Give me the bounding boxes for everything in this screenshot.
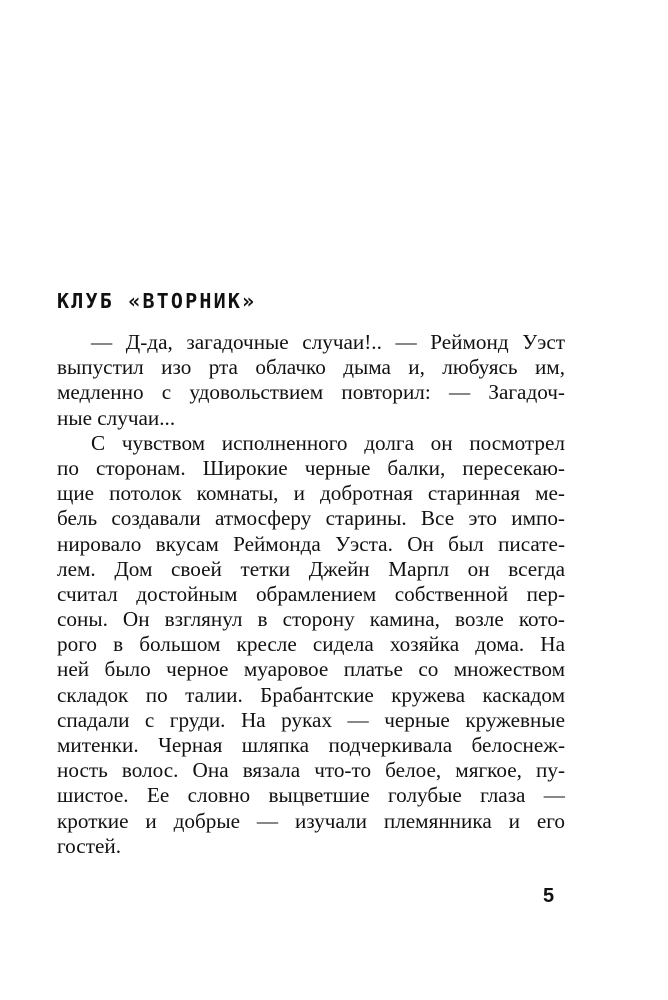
- text-line: по сторонам. Широкие черные балки, пересекаю-: [57, 455, 565, 480]
- page-number: 5: [543, 885, 555, 907]
- body-text: [57, 330, 565, 859]
- text-line: складок по талии. Брабантские кружева каскадом: [57, 682, 565, 707]
- text-line: С чувством исполненного долга он посмотрел: [91, 430, 565, 455]
- text-line: выпустил изо рта облачко дыма и, любуясь им,: [57, 355, 565, 380]
- text-line: ные случаи...: [57, 405, 176, 430]
- text-line: митенки. Черная шляпка подчеркивала белоснеж-: [57, 733, 565, 757]
- text-line: нировало вкусам Реймонда Уэста. Он был писате-: [57, 531, 565, 556]
- text-line: щие потолок комнаты, и добротная старинная ме-: [57, 481, 565, 506]
- text-line: рого в большом кресле сидела хозяйка дома. На: [57, 632, 565, 657]
- text-line: считал достойным обрамлением собственной пер-: [57, 581, 565, 606]
- text-line: — Д-да, загадочные случаи!.. — Реймонд Уэст: [91, 330, 565, 354]
- text-line: шистое. Ее словно выцветшие голубые глаза —: [57, 783, 565, 808]
- text-line: кроткие и добрые — изучали племянника и его: [57, 808, 565, 833]
- paragraph-1: [57, 330, 565, 431]
- paragraph-2: [57, 431, 565, 859]
- text-line: ней было черное муаровое платье со множеством: [57, 657, 565, 682]
- text-line: ность волос. Она вязала что-то белое, мягкое, пу-: [57, 758, 565, 783]
- chapter-title: КЛУБ «ВТОРНИК»: [57, 289, 257, 313]
- text-line: бель создавали атмосферу старины. Все это импо-: [57, 506, 565, 531]
- text-line: спадали с груди. На руках — черные кружевные: [57, 707, 565, 732]
- text-line: соны. Он взглянул в сторону камина, возле кото-: [57, 607, 565, 632]
- text-line: гостей.: [57, 833, 121, 858]
- text-line: медленно с удовольствием повторил: — Загадоч-: [57, 380, 565, 405]
- text-line: лем. Дом своей тетки Джейн Марпл он всегда: [57, 556, 565, 581]
